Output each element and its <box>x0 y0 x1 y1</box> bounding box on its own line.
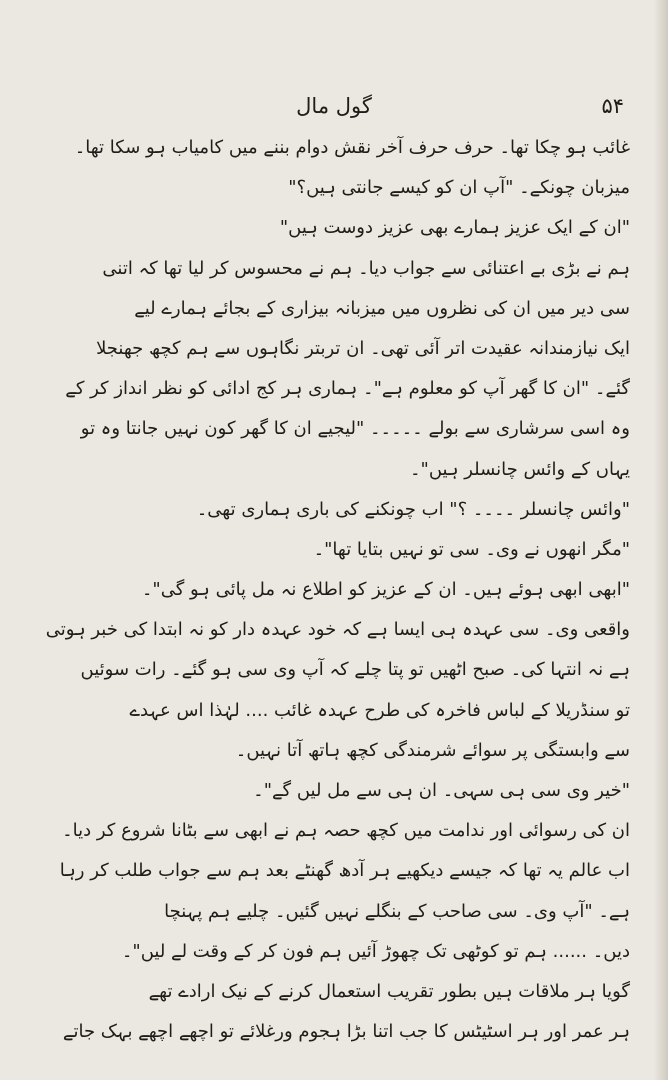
text-line: سی دیر میں ان کی نظروں میں میزبانہ بیزاری کے بجائے ہمارے لیے <box>134 297 630 319</box>
text-line: وہ اسی سرشاری سے بولے ۔۔۔۔۔ "لیجیے ان کا گھر کون نہیں جانتا وہ تو <box>80 418 630 440</box>
body-text <box>40 128 630 1052</box>
text-line: گویا ہر ملاقات ہیں بطور تقریب استعمال کرنے کے نیک ارادے تھے <box>148 980 630 1002</box>
text-line: ہے نہ انتہا کی۔ صبح اٹھیں تو پتا چلے کہ آپ وی سی ہو گئے۔ رات سوئیں <box>80 659 630 681</box>
text-line: "ابھی ابھی ہوئے ہیں۔ ان کے عزیز کو اطلاع نہ مل پائی ہو گی"۔ <box>141 579 630 601</box>
text-line: "مگر انھوں نے وی۔ سی تو نہیں بتایا تھا"۔ <box>313 538 630 560</box>
text-line: "وائس چانسلر ۔۔۔۔ ؟" اب چونکنے کی باری ہماری تھی۔ <box>196 498 630 520</box>
text-line: میزبان چونکے۔ "آپ ان کو کیسے جانتی ہیں؟" <box>288 177 630 199</box>
page-edge-shadow <box>654 0 668 1080</box>
text-line: سے وابستگی پر سوائے شرمندگی کچھ ہاتھ آتا نہیں۔ <box>235 739 630 761</box>
text-line: ہم نے بڑی بے اعتنائی سے جواب دیا۔ ہم نے محسوس کر لیا تھا کہ اتنی <box>102 257 630 279</box>
text-line: اب عالم یہ تھا کہ جیسے دیکھیے ہر آدھ گھنٹے بعد ہم سے جواب طلب کر رہا <box>59 860 630 882</box>
text-line: ان کی رسوائی اور ندامت میں کچھ حصہ ہم نے ابھی سے بٹانا شروع کر دیا۔ <box>62 820 630 842</box>
text-line: غائب ہو چکا تھا۔ حرف حرف آخر نقش دوام بننے میں کامیاب ہو سکا تھا۔ <box>74 137 630 158</box>
text-line: یہاں کے وائس چانسلر ہیں"۔ <box>410 458 630 480</box>
running-title: گول مال <box>296 94 372 118</box>
page-header <box>36 92 632 132</box>
text-line: تو سنڈریلا کے لباس فاخرہ کی طرح عہدہ غائب .... لہٰذا اس عہدے <box>129 699 630 721</box>
text-line: واقعی وی۔ سی عہدہ ہی ایسا ہے کہ خود عہدہ دار کو نہ ابتدا کی خبر ہوتی <box>45 619 630 641</box>
text-line: ہے۔ "آپ وی۔ سی صاحب کے بنگلے نہیں گئیں۔ چلیے ہم پہنچا <box>164 900 630 922</box>
text-line: "ان کے ایک عزیز ہمارے بھی عزیز دوست ہیں" <box>279 217 630 239</box>
text-line: ایک نیازمندانہ عقیدت اتر آئی تھی۔ ان تربتر نگاہوں سے ہم کچھ جھنجلا <box>96 337 630 359</box>
text-line: "خیر وی سی ہی سہی۔ ان ہی سے مل لیں گے"۔ <box>253 780 630 801</box>
text-line: دیں۔ ...... ہم تو کوٹھی تک چھوڑ آئیں ہم فون کر کے وقت لے لیں"۔ <box>121 940 630 962</box>
page-number: ۵۴ <box>601 94 624 118</box>
text-line: ہر عمر اور ہر اسٹیٹس کا جب اتنا بڑا ہجوم ورغلائے تو اچھے اچھے بہک جاتے <box>62 1021 630 1043</box>
text-line: گئے۔ "ان کا گھر آپ کو معلوم ہے"۔ ہماری ہر کج ادائی کو نظر انداز کر کے <box>65 378 630 400</box>
